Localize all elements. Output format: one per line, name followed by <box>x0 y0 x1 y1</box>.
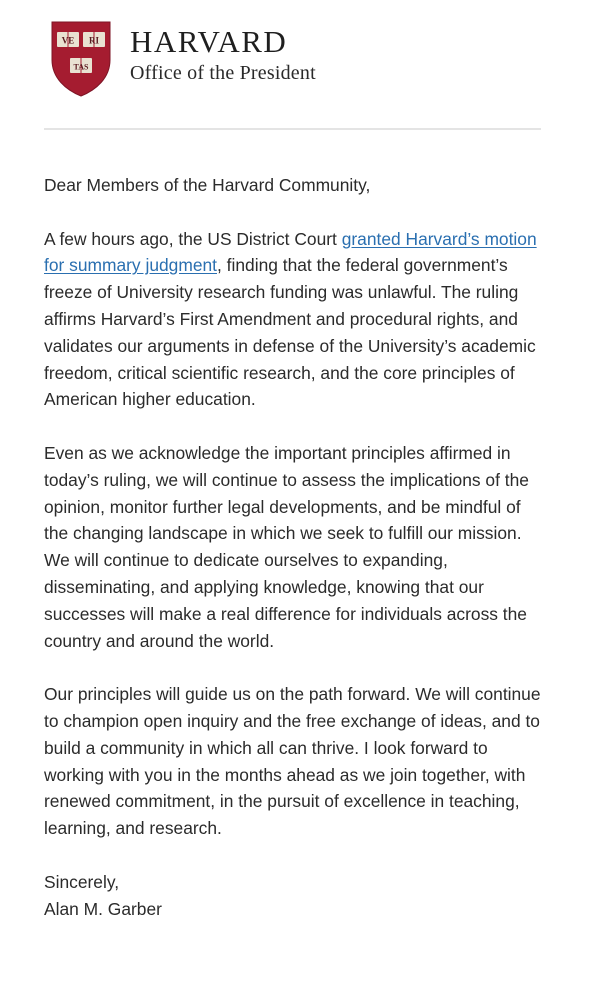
paragraph-3: Our principles will guide us on the path forward. We will continue to champion open inquiry and the free exchange of ideas, and to build a community in which all can thrive. I look forward to working with you in the months ahead as we join together, with renewed commitment, in the pursuit of excellence in teaching, learning, and research. <box>44 684 541 839</box>
paragraph-1 <box>44 226 544 414</box>
harvard-shield-icon <box>50 20 112 98</box>
wordmark-subtitle: Office of the President <box>130 62 316 84</box>
shield-text-ri: RI <box>88 35 100 46</box>
summary-judgment-link[interactable]: granted Harvard’s motion for summary judgment <box>44 228 537 276</box>
paragraph-1-intro: A few hours ago, the US District Court <box>44 228 342 249</box>
wordmark <box>130 24 316 86</box>
letter-body <box>44 172 544 922</box>
paragraph-1-rest: , finding that the federal government’s freeze of University research funding was unlawful. The ruling affirms Harvard’s First Amendment and procedural rights, and validates our arguments in defense of the University’s academic freedom, critical scientific research, and the core principles of American higher education. <box>44 255 536 410</box>
closing: Sincerely, <box>44 871 120 892</box>
salutation: Dear Members of the Harvard Community, <box>44 175 371 195</box>
header-divider <box>44 128 541 130</box>
wordmark-title: HARVARD <box>130 24 288 59</box>
shield-text-ve: VE <box>61 35 75 46</box>
paragraph-2: Even as we acknowledge the important principles affirmed in today’s ruling, we will continue to assess the implications of the opinion, monitor further legal developments, and be mindful of the changing landscape in which we seek to fulfill our mission. We will continue to dedicate ourselves to expanding, disseminating, and applying knowledge, knowing that our successes will make a real difference for individuals across the country and around the world. <box>44 442 529 651</box>
letterhead <box>50 20 550 100</box>
signature: Alan M. Garber <box>44 898 162 919</box>
shield-text-tas: TAS <box>73 62 89 72</box>
